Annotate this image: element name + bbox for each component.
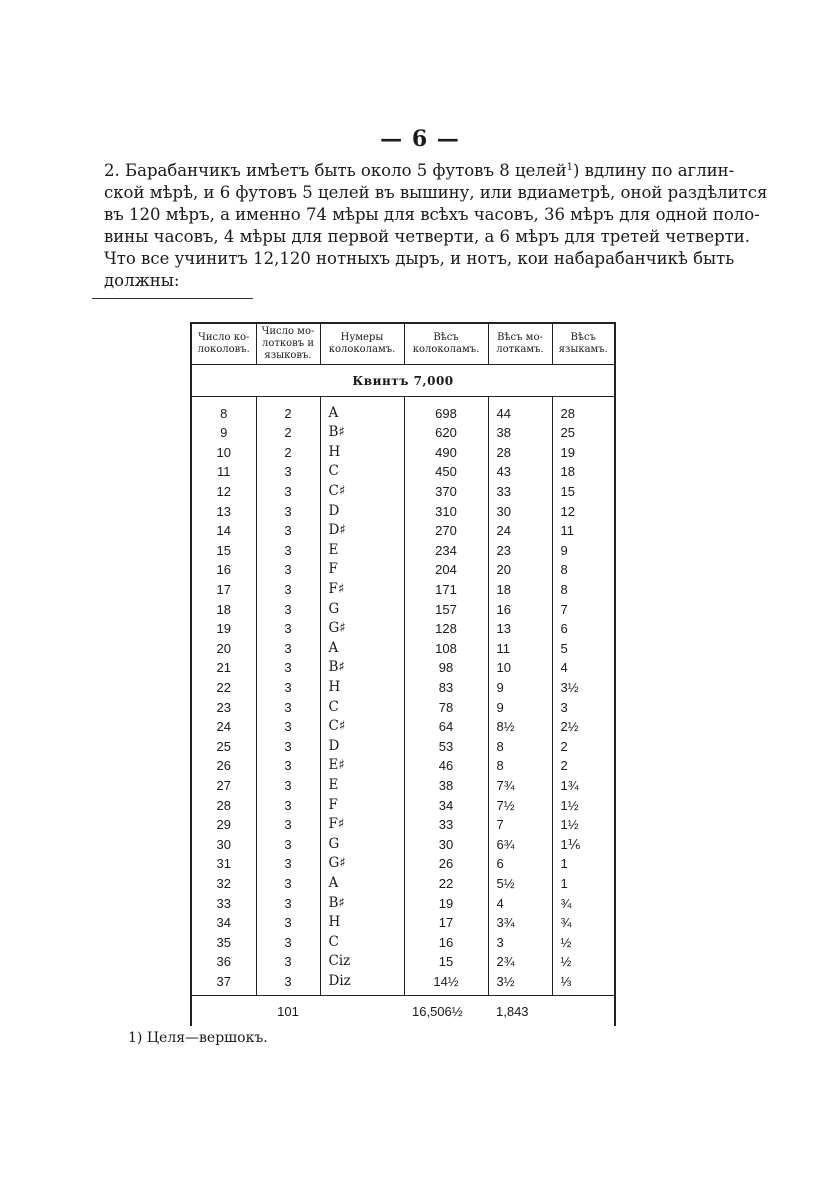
cell-bell-count: 30 [191, 834, 256, 854]
cell-hammer-count: 3 [256, 697, 320, 717]
cell-bell-number: F♯ [320, 580, 404, 600]
cell-tongue-weight: 3½ [552, 678, 615, 698]
cell-tongue-weight: ½ [552, 952, 615, 972]
table-row [191, 776, 615, 796]
cell-bell-weight: 19 [404, 893, 488, 913]
cell-hammer-weight: 9 [488, 678, 552, 698]
cell-bell-count: 13 [191, 501, 256, 521]
header-bell-numbers: Нумеры колоколамъ. [320, 323, 404, 365]
cell-tongue-weight: 1 [552, 874, 615, 894]
header-bell-weight: Вѣсъ колоколамъ. [404, 323, 488, 365]
table-row [191, 482, 615, 502]
cell-hammer-weight: 16 [488, 599, 552, 619]
total-cell [191, 996, 256, 1027]
cell-hammer-weight: 8 [488, 756, 552, 776]
totals-row [191, 996, 615, 1027]
table-row [191, 423, 615, 443]
cell-bell-count: 35 [191, 932, 256, 952]
cell-bell-weight: 698 [404, 397, 488, 424]
cell-bell-count: 31 [191, 854, 256, 874]
cell-hammer-count: 3 [256, 521, 320, 541]
cell-bell-count: 36 [191, 952, 256, 972]
table-row [191, 834, 615, 854]
cell-bell-number: D [320, 501, 404, 521]
cell-tongue-weight: 1⅙ [552, 834, 615, 854]
cell-bell-number: G♯ [320, 619, 404, 639]
cell-hammer-weight: 44 [488, 397, 552, 424]
table-row [191, 521, 615, 541]
cell-bell-number: A [320, 397, 404, 424]
cell-hammer-count: 3 [256, 815, 320, 835]
cell-hammer-weight: 38 [488, 423, 552, 443]
cell-hammer-weight: 23 [488, 541, 552, 561]
footnote-rule [92, 298, 253, 299]
table-row [191, 795, 615, 815]
header-hammer-count: Число мо- лотковъ и языковъ. [256, 323, 320, 365]
cell-bell-count: 10 [191, 443, 256, 463]
cell-tongue-weight: 28 [552, 397, 615, 424]
cell-tongue-weight: ⅓ [552, 972, 615, 996]
cell-bell-count: 15 [191, 541, 256, 561]
paragraph-line-6: должны: [104, 271, 180, 290]
cell-bell-weight: 22 [404, 874, 488, 894]
cell-hammer-weight: 13 [488, 619, 552, 639]
cell-tongue-weight: 3 [552, 697, 615, 717]
cell-hammer-weight: 28 [488, 443, 552, 463]
table-row [191, 639, 615, 659]
cell-bell-weight: 490 [404, 443, 488, 463]
cell-hammer-count: 3 [256, 482, 320, 502]
cell-bell-weight: 14½ [404, 972, 488, 996]
cell-bell-count: 16 [191, 560, 256, 580]
cell-bell-number: E [320, 776, 404, 796]
header-hammer-weight: Вѣсъ мо- лоткамъ. [488, 323, 552, 365]
total-cell: 101 [277, 1003, 299, 1019]
cell-hammer-count: 2 [256, 443, 320, 463]
cell-bell-number: A [320, 639, 404, 659]
cell-bell-weight: 15 [404, 952, 488, 972]
cell-bell-weight: 78 [404, 697, 488, 717]
table-row [191, 972, 615, 996]
cell-hammer-weight: 7¾ [488, 776, 552, 796]
cell-hammer-count: 3 [256, 737, 320, 757]
cell-bell-weight: 30 [404, 834, 488, 854]
cell-hammer-count: 3 [256, 834, 320, 854]
cell-tongue-weight: 19 [552, 443, 615, 463]
cell-bell-count: 19 [191, 619, 256, 639]
paragraph-line-4: вины часовъ, 4 мѣры для первой четверти, а 6 мѣръ для третей четверти. [104, 227, 751, 246]
cell-tongue-weight: 8 [552, 560, 615, 580]
table-row [191, 580, 615, 600]
table-row [191, 658, 615, 678]
cell-tongue-weight: 15 [552, 482, 615, 502]
cell-hammer-count: 3 [256, 678, 320, 698]
cell-tongue-weight: 8 [552, 580, 615, 600]
cell-hammer-weight: 9 [488, 697, 552, 717]
table-row [191, 397, 615, 424]
table-header-row [191, 323, 615, 365]
body-paragraph [104, 160, 768, 292]
table-section-row [191, 365, 615, 397]
cell-hammer-weight: 6¾ [488, 834, 552, 854]
cell-bell-number: H [320, 913, 404, 933]
cell-hammer-count: 3 [256, 639, 320, 659]
cell-hammer-weight: 24 [488, 521, 552, 541]
cell-bell-count: 20 [191, 639, 256, 659]
cell-bell-number: F♯ [320, 815, 404, 835]
header-bell-count: Число ко- локоловъ. [191, 323, 256, 365]
cell-hammer-count: 3 [256, 795, 320, 815]
table-row [191, 560, 615, 580]
cell-hammer-weight: 10 [488, 658, 552, 678]
cell-hammer-weight: 20 [488, 560, 552, 580]
cell-hammer-count: 3 [256, 952, 320, 972]
cell-hammer-weight: 3½ [488, 972, 552, 996]
cell-hammer-weight: 30 [488, 501, 552, 521]
table-row [191, 678, 615, 698]
paragraph-line-3: въ 120 мѣръ, а именно 74 мѣры для всѣхъ часовъ, 36 мѣръ для одной поло- [104, 205, 760, 224]
cell-hammer-count: 3 [256, 756, 320, 776]
cell-bell-number: D♯ [320, 521, 404, 541]
table-row [191, 717, 615, 737]
cell-bell-weight: 53 [404, 737, 488, 757]
cell-tongue-weight: 1½ [552, 795, 615, 815]
table-row [191, 932, 615, 952]
table-row [191, 697, 615, 717]
cell-bell-count: 25 [191, 737, 256, 757]
table-row [191, 874, 615, 894]
table-row [191, 854, 615, 874]
cell-bell-count: 27 [191, 776, 256, 796]
cell-tongue-weight: 2 [552, 737, 615, 757]
cell-tongue-weight: 7 [552, 599, 615, 619]
cell-hammer-count: 3 [256, 776, 320, 796]
cell-bell-number: B♯ [320, 423, 404, 443]
table-row [191, 462, 615, 482]
cell-hammer-weight: 8 [488, 737, 552, 757]
cell-bell-count: 11 [191, 462, 256, 482]
cell-tongue-weight: 1½ [552, 815, 615, 835]
cell-tongue-weight: 2½ [552, 717, 615, 737]
cell-bell-weight: 83 [404, 678, 488, 698]
cell-hammer-weight: 7 [488, 815, 552, 835]
cell-bell-weight: 310 [404, 501, 488, 521]
cell-bell-count: 21 [191, 658, 256, 678]
cell-bell-count: 17 [191, 580, 256, 600]
cell-tongue-weight: 1 [552, 854, 615, 874]
footnote: 1) Целя—вершокъ. [128, 1030, 268, 1046]
cell-hammer-count: 3 [256, 893, 320, 913]
cell-bell-number: A [320, 874, 404, 894]
cell-hammer-weight: 33 [488, 482, 552, 502]
cell-bell-number: C [320, 932, 404, 952]
cell-tongue-weight: ¾ [552, 893, 615, 913]
cell-hammer-count: 3 [256, 599, 320, 619]
cell-bell-count: 18 [191, 599, 256, 619]
cell-bell-weight: 370 [404, 482, 488, 502]
cell-tongue-weight: 25 [552, 423, 615, 443]
cell-bell-number: G [320, 834, 404, 854]
cell-bell-number: B♯ [320, 658, 404, 678]
cell-bell-weight: 64 [404, 717, 488, 737]
cell-bell-count: 33 [191, 893, 256, 913]
section-title: Квинтъ 7,000 [191, 365, 615, 397]
cell-hammer-count: 3 [256, 874, 320, 894]
cell-tongue-weight: 12 [552, 501, 615, 521]
cell-bell-number: Ciz [320, 952, 404, 972]
cell-hammer-weight: 2¾ [488, 952, 552, 972]
cell-bell-weight: 450 [404, 462, 488, 482]
cell-bell-number: G [320, 599, 404, 619]
cell-bell-number: G♯ [320, 854, 404, 874]
cell-tongue-weight: 5 [552, 639, 615, 659]
total-cell [320, 996, 404, 1027]
cell-bell-weight: 620 [404, 423, 488, 443]
cell-bell-count: 22 [191, 678, 256, 698]
cell-hammer-count: 3 [256, 854, 320, 874]
cell-hammer-count: 3 [256, 658, 320, 678]
table-row [191, 913, 615, 933]
cell-bell-count: 14 [191, 521, 256, 541]
table-row [191, 501, 615, 521]
cell-hammer-weight: 8½ [488, 717, 552, 737]
cell-bell-count: 29 [191, 815, 256, 835]
cell-bell-count: 34 [191, 913, 256, 933]
cell-bell-weight: 108 [404, 639, 488, 659]
cell-hammer-count: 3 [256, 541, 320, 561]
cell-bell-number: Diz [320, 972, 404, 996]
cell-bell-count: 28 [191, 795, 256, 815]
cell-hammer-weight: 6 [488, 854, 552, 874]
cell-hammer-weight: 3¾ [488, 913, 552, 933]
table-body [191, 397, 615, 996]
cell-bell-weight: 17 [404, 913, 488, 933]
table-row [191, 737, 615, 757]
cell-hammer-count: 3 [256, 560, 320, 580]
paragraph-line-1: 2. Барабанчикъ имѣетъ быть около 5 футовъ 8 целей$^1$) вдлину по аглин- [104, 161, 735, 180]
cell-tongue-weight: 6 [552, 619, 615, 639]
cell-bell-count: 23 [191, 697, 256, 717]
cell-hammer-count: 3 [256, 619, 320, 639]
cell-hammer-count: 3 [256, 932, 320, 952]
cell-hammer-count: 3 [256, 580, 320, 600]
cell-bell-number: F [320, 560, 404, 580]
cell-bell-weight: 234 [404, 541, 488, 561]
cell-bell-weight: 157 [404, 599, 488, 619]
cell-bell-weight: 204 [404, 560, 488, 580]
cell-hammer-count: 3 [256, 972, 320, 996]
cell-tongue-weight: 4 [552, 658, 615, 678]
cell-bell-number: H [320, 678, 404, 698]
cell-tongue-weight: 9 [552, 541, 615, 561]
page-number: — 6 — [380, 126, 460, 152]
cell-hammer-count: 3 [256, 717, 320, 737]
total-cell: 16,506½ [412, 1003, 463, 1019]
cell-hammer-weight: 5½ [488, 874, 552, 894]
cell-bell-number: D [320, 737, 404, 757]
cell-bell-weight: 16 [404, 932, 488, 952]
cell-tongue-weight: ½ [552, 932, 615, 952]
cell-tongue-weight: 11 [552, 521, 615, 541]
cell-bell-weight: 34 [404, 795, 488, 815]
table-row [191, 443, 615, 463]
cell-bell-weight: 128 [404, 619, 488, 639]
cell-hammer-weight: 7½ [488, 795, 552, 815]
table-row [191, 815, 615, 835]
cell-hammer-weight: 43 [488, 462, 552, 482]
cell-bell-count: 37 [191, 972, 256, 996]
table-row [191, 619, 615, 639]
cell-hammer-weight: 3 [488, 932, 552, 952]
total-cell [552, 996, 615, 1027]
bell-weights-table [190, 322, 616, 1026]
table-row [191, 952, 615, 972]
cell-hammer-count: 2 [256, 423, 320, 443]
cell-tongue-weight: 2 [552, 756, 615, 776]
cell-hammer-weight: 18 [488, 580, 552, 600]
table-row [191, 756, 615, 776]
cell-bell-count: 26 [191, 756, 256, 776]
bell-table-wrapper [190, 322, 614, 1026]
cell-tongue-weight: 18 [552, 462, 615, 482]
cell-bell-number: B♯ [320, 893, 404, 913]
cell-hammer-count: 2 [256, 397, 320, 424]
cell-bell-weight: 270 [404, 521, 488, 541]
cell-bell-number: C♯ [320, 482, 404, 502]
cell-bell-weight: 38 [404, 776, 488, 796]
cell-bell-number: C [320, 462, 404, 482]
cell-hammer-weight: 4 [488, 893, 552, 913]
header-tongue-weight: Вѣсъ языкамъ. [552, 323, 615, 365]
cell-tongue-weight: 1¾ [552, 776, 615, 796]
cell-bell-number: H [320, 443, 404, 463]
cell-bell-number: C♯ [320, 717, 404, 737]
cell-bell-number: C [320, 697, 404, 717]
table-row [191, 893, 615, 913]
cell-bell-weight: 98 [404, 658, 488, 678]
cell-hammer-count: 3 [256, 913, 320, 933]
cell-bell-number: F [320, 795, 404, 815]
table-row [191, 599, 615, 619]
cell-bell-count: 32 [191, 874, 256, 894]
cell-bell-count: 8 [191, 397, 256, 424]
footnote-ref: 1 [566, 162, 573, 173]
cell-bell-number: E♯ [320, 756, 404, 776]
paragraph-line-5: Что все учинитъ 12,120 нотныхъ дыръ, и нотъ, кои набарабанчикѣ быть [104, 249, 735, 268]
cell-bell-weight: 46 [404, 756, 488, 776]
cell-bell-weight: 171 [404, 580, 488, 600]
cell-bell-weight: 33 [404, 815, 488, 835]
cell-bell-count: 9 [191, 423, 256, 443]
cell-tongue-weight: ¾ [552, 913, 615, 933]
cell-bell-count: 24 [191, 717, 256, 737]
paragraph-line-2: ской мѣрѣ, и 6 футовъ 5 целей въ вышину, или вдиаметрѣ, оной раздѣлится [104, 183, 768, 202]
total-cell: 1,843 [496, 1003, 529, 1019]
cell-hammer-count: 3 [256, 501, 320, 521]
cell-bell-weight: 26 [404, 854, 488, 874]
cell-bell-count: 12 [191, 482, 256, 502]
cell-hammer-count: 3 [256, 462, 320, 482]
cell-hammer-weight: 11 [488, 639, 552, 659]
cell-bell-number: E [320, 541, 404, 561]
table-row [191, 541, 615, 561]
